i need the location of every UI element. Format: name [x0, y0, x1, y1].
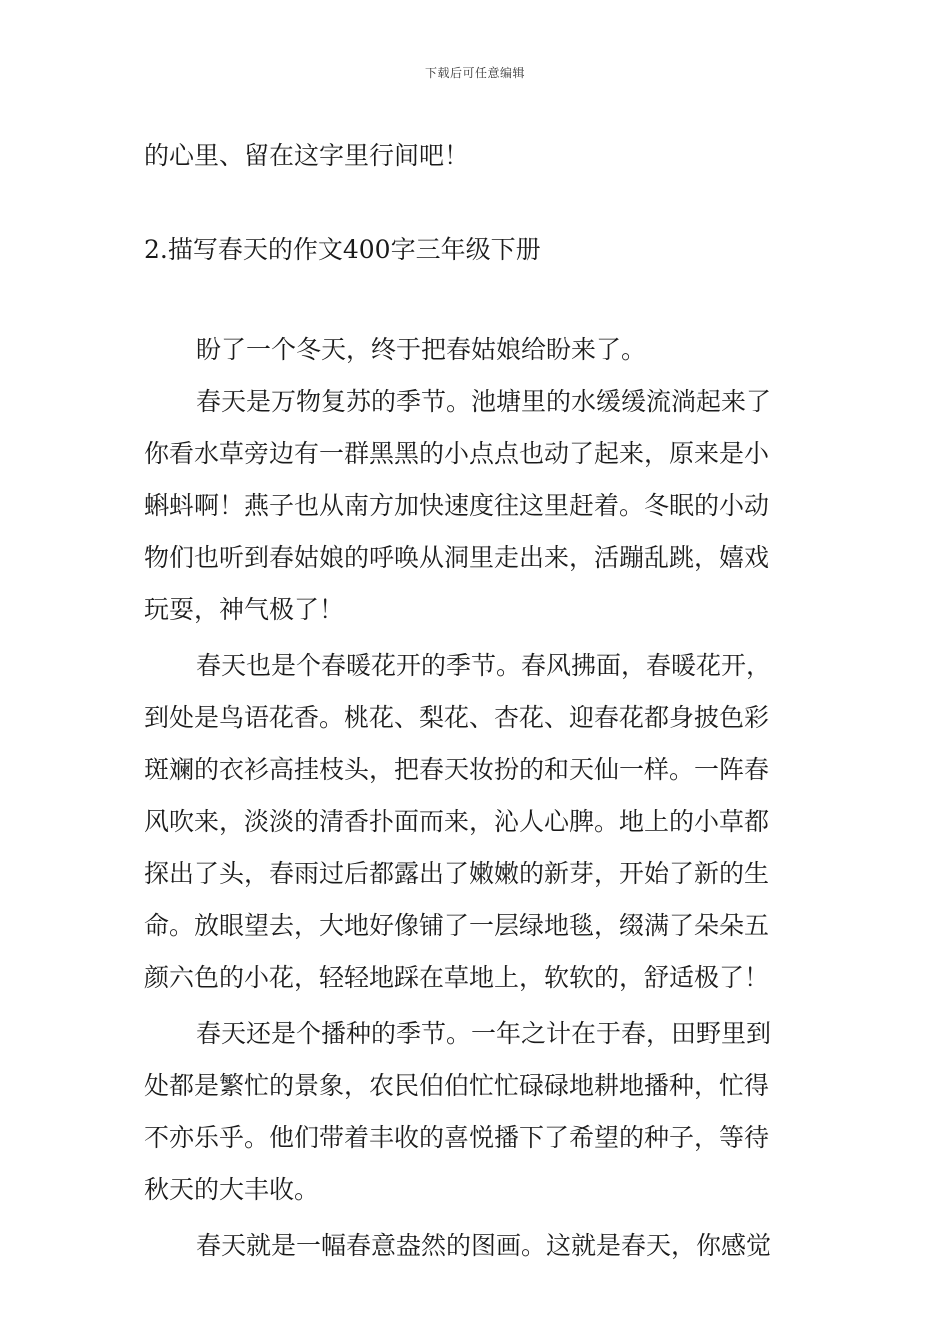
- paragraph-line: 命。放眼望去，大地好像铺了一层绿地毯，缀满了朵朵五: [144, 911, 770, 940]
- paragraph-line: 探出了头，春雨过后都露出了嫩嫩的新芽，开始了新的生: [144, 859, 770, 888]
- paragraph-line: 盼了一个冬天，终于把春姑娘给盼来了。: [196, 335, 647, 364]
- paragraph-2: [144, 376, 806, 636]
- paragraph-line: 斑斓的衣衫高挂枝头，把春天妆扮的和天仙一样。一阵春: [144, 755, 770, 784]
- intro-line: 的心里、留在这字里行间吧！: [144, 141, 470, 170]
- paragraph-line: 不亦乐乎。他们带着丰收的喜悦播下了希望的种子，等待: [144, 1123, 770, 1152]
- paragraph-line: 颜六色的小花，轻轻地踩在草地上，软软的，舒适极了！: [144, 963, 770, 992]
- paragraph-line: 秋天的大丰收。: [144, 1175, 320, 1204]
- paragraph-line: 春天是万物复苏的季节。池塘里的水缓缓流淌起来了: [196, 387, 772, 416]
- paragraph-line: 到处是鸟语花香。桃花、梨花、杏花、迎春花都身披色彩: [144, 703, 770, 732]
- page-header: 下载后可任意编辑: [424, 66, 525, 80]
- paragraph-1: [144, 324, 806, 376]
- paragraph-line: 玩耍，神气极了！: [144, 595, 345, 624]
- paragraph-line: 春天就是一幅春意盎然的图画。这就是春天，你感觉: [196, 1231, 772, 1260]
- paragraph-5: [144, 1220, 806, 1272]
- paragraph-line: 你看水草旁边有一群黑黑的小点点也动了起来，原来是小: [144, 439, 770, 468]
- paragraph-line: 物们也听到春姑娘的呼唤从洞里走出来，活蹦乱跳，嬉戏: [144, 543, 770, 572]
- paragraph-line: 蝌蚪啊！燕子也从南方加快速度往这里赶着。冬眠的小动: [144, 491, 770, 520]
- section-heading: 2.描写春天的作文400字三年级下册: [144, 235, 541, 264]
- paragraph-line: 风吹来，淡淡的清香扑面而来，沁人心脾。地上的小草都: [144, 807, 770, 836]
- paragraph-line: 处都是繁忙的景象，农民伯伯忙忙碌碌地耕地播种，忙得: [144, 1071, 770, 1100]
- paragraph-4: [144, 1008, 806, 1216]
- paragraph-3: [144, 640, 806, 1004]
- document-body: [144, 130, 806, 1272]
- paragraph-line: 春天还是个播种的季节。一年之计在于春，田野里到: [196, 1019, 772, 1048]
- paragraph-line: 春天也是个春暖花开的季节。春风拂面，春暖花开，: [196, 651, 772, 680]
